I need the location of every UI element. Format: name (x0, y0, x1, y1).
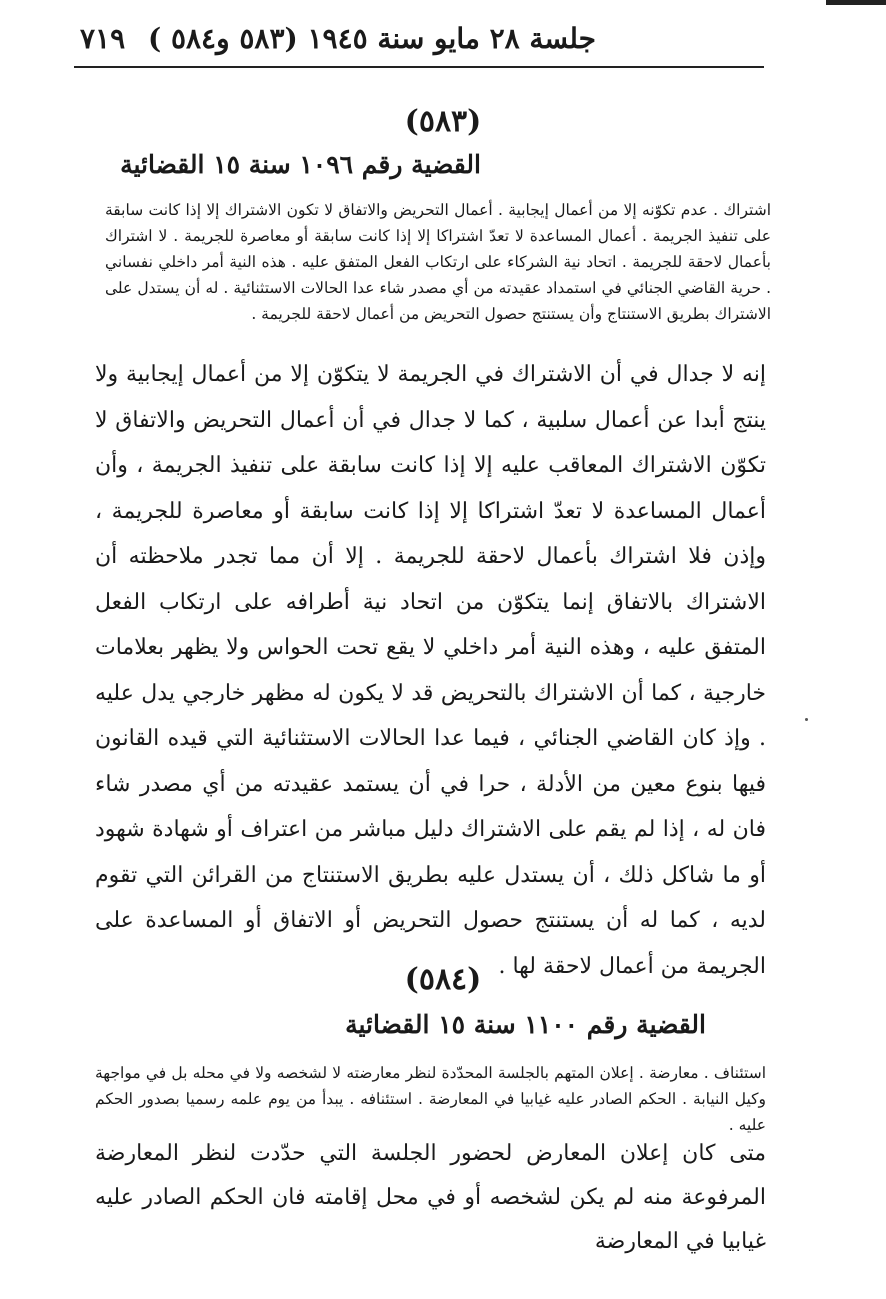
case-summary: اشتراك . عدم تكوّنه إلا من أعمال إيجابية . أعمال التحريض والاتفاق لا تكون الاشتراك إلا إذا كانت سابقة على تنفيذ الجريمة . أعمال المساعدة لا تعدّ اشتراكا إلا إذا كانت سابقة أو معاصرة للجريمة . لا اشتراك بأعمال لاحقة للجريمة . اتحاد نية الشركاء على ارتكاب الفعل المتفق عليه . هذه النية أمر داخلي نفساني . حرية القاضي الجنائي في استمداد عقيدته من أي مصدر شاء عدا الحالات الاستثنائية . له أن يستدل على الاشتراك بطريق الاستنتاج وأن يستنتج حصول التحريض من أعمال لاحقة للجريمة . (105, 201, 771, 323)
session-title: جلسة ٢٨ مايو سنة ١٩٤٥ (٥٨٣ و٥٨٤ ) (147, 22, 596, 55)
case-body: متى كان إعلان المعارض لحضور الجلسة التي حدّدت لنظر المعارضة المرفوعة منه لم يكن لشخصه أو في محل إقامته فان الحكم الصادر عليه غيابيا في المعارضة (95, 1141, 766, 1254)
page-edge-mark (826, 0, 886, 5)
scan-speck (805, 718, 808, 721)
page-header (80, 22, 766, 62)
header-divider (74, 66, 764, 68)
case-body: إنه لا جدال في أن الاشتراك في الجريمة لا يتكوّن إلا من أعمال إيجابية ولا ينتج أبدا عن أعمال سلبية ، كما لا جدال في أن أعمال التحريض والاتفاق لا تكوّن الاشتراك المعاقب عليه إلا إذا كانت سابقة على تنفيذ الجريمة ، وأن أعمال المساعدة لا تعدّ اشتراكا إلا إذا كانت سابقة أو معاصرة للجريمة ، وإذن فلا اشتراك بأعمال لاحقة للجريمة . إلا أن مما تجدر ملاحظته أن الاشتراك بالاتفاق إنما يتكوّن من اتحاد نية أطرافه على ارتكاب الفعل المتفق عليه ، وهذه النية أمر داخلي لا يقع تحت الحواس ولا يظهر بعلامات خارجية ، كما أن الاشتراك بالتحريض قد لا يكون له مظهر خارجي يدل عليه . وإذ كان القاضي الجنائي ، فيما عدا الحالات الاستثنائية التي قيده القانون فيها بنوع معين من الأدلة ، حرا في أن يستمد عقيدته من أي مصدر شاء فان له ، إذا لم يقم على الاشتراك دليل مباشر من اعتراف أو شهادة شهود أو ما شاكل ذلك ، أن يستدل عليه بطريق الاستنتاج من القرائن التي تقوم لديه ، كما له أن يستنتج حصول التحريض أو الاتفاق أو المساعدة على الجريمة من أعمال لاحقة لها . (95, 362, 766, 979)
case-number: (٥٨٣) (404, 104, 482, 139)
page-number: ٧١٩ (80, 22, 126, 55)
case-subtitle: القضية رقم ١٠٩٦ سنة ١٥ القضائية (120, 150, 481, 179)
case-summary: استئناف . معارضة . إعلان المتهم بالجلسة المحدّدة لنظر معارضته لا لشخصه ولا في محله بل في مواجهة وكيل النيابة . الحكم الصادر عليه غيابيا في المعارضة . استئنافه . يبدأ من يوم علمه رسميا بصدور الحكم عليه . (95, 1064, 766, 1134)
case-subtitle: القضية رقم ١١٠٠ سنة ١٥ القضائية (345, 1010, 706, 1039)
case-number: (٥٨٤) (404, 962, 482, 997)
